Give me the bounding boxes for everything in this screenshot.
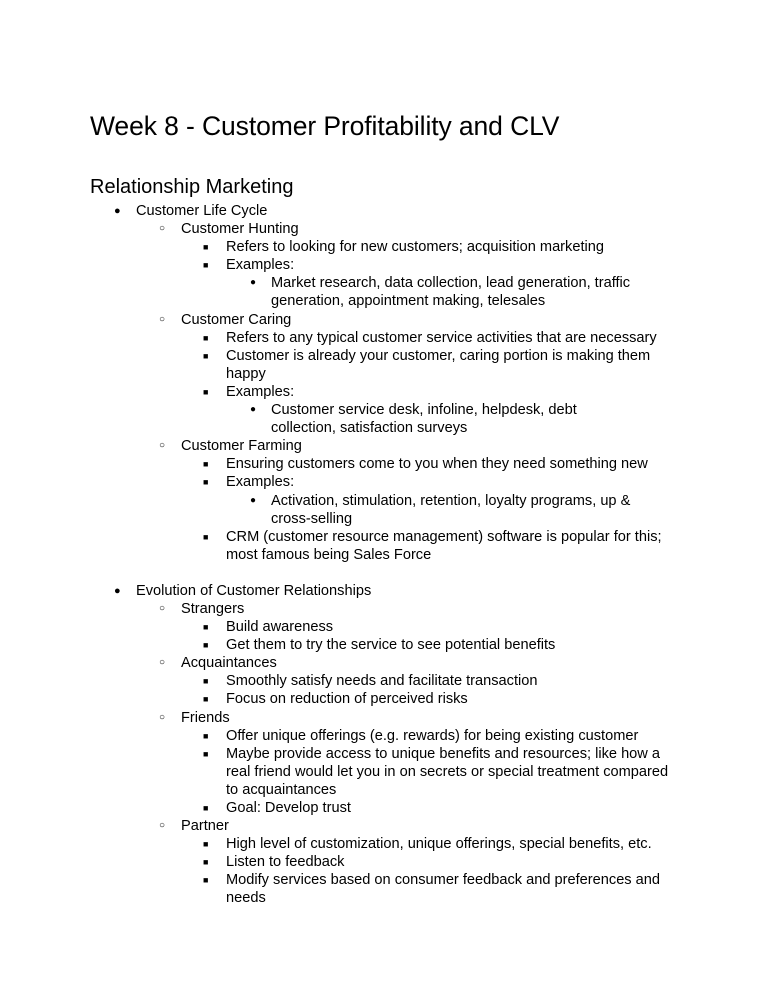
list-item-text: Examples:: [226, 474, 295, 491]
list-item-text: Modify services based on consumer feedback and preferences and needs: [226, 872, 661, 907]
list-item: [0, 473, 768, 491]
list-item-text: Build awareness: [226, 619, 334, 636]
list-item-text: Refers to looking for new customers; acquisition marketing: [226, 239, 604, 256]
document-body: [0, 202, 768, 908]
bullet-square-icon: ■: [203, 640, 209, 651]
list-item-text: Offer unique offerings (e.g. rewards) for being existing customer: [226, 727, 639, 744]
list-item-text: Evolution of Customer Relationships: [136, 582, 372, 599]
list-item-friends: [0, 709, 768, 727]
list-item: [0, 528, 768, 564]
list-item: [0, 347, 768, 383]
bullet-filled-circle-icon: ●: [250, 404, 257, 416]
list-item-text: Partner: [181, 818, 229, 835]
list-item: [0, 672, 768, 690]
bullet-filled-circle-icon: ●: [114, 205, 121, 217]
bullet-square-icon: ■: [203, 803, 209, 813]
bullet-hollow-circle-icon: ○: [159, 223, 166, 235]
bullet-hollow-circle-icon: ○: [159, 820, 166, 832]
list-item-text: Listen to feedback: [226, 854, 345, 871]
list-item: [0, 871, 768, 907]
bullet-square-icon: ■: [203, 386, 209, 397]
bullet-square-icon: ■: [203, 875, 209, 886]
bullet-square-icon: ■: [203, 694, 209, 705]
list-item: [0, 690, 768, 708]
spacer: [0, 564, 768, 582]
bullet-square-icon: ■: [203, 676, 209, 687]
list-item: [0, 492, 768, 528]
list-item-text: Smoothly satisfy needs and facilitate transaction: [226, 673, 538, 690]
list-item-text: Activation, stimulation, retention, loyalty programs, up & cross-selling: [271, 492, 631, 527]
list-item-customer-hunting: [0, 220, 768, 238]
list-item-text: High level of customization, unique offerings, special benefits, etc.: [226, 836, 652, 853]
list-item-partner: [0, 817, 768, 835]
bullet-hollow-circle-icon: ○: [159, 313, 166, 325]
list-item-text: Examples:: [226, 257, 295, 274]
list-item-strangers: [0, 600, 768, 618]
bullet-square-icon: ■: [203, 730, 209, 741]
list-item-text: Get them to try the service to see potential benefits: [226, 637, 556, 654]
list-item-text: Goal: Develop trust: [226, 800, 351, 816]
list-item-text: Customer service desk, infoline, helpdesk, debt collection, satisfaction surveys: [271, 402, 577, 437]
list-item-text: Strangers: [181, 600, 245, 617]
bullet-square-icon: ■: [203, 622, 209, 633]
list-item: [0, 256, 768, 274]
bullet-filled-circle-icon: ●: [250, 277, 257, 289]
bullet-square-icon: ■: [203, 260, 209, 271]
list-item: [0, 401, 768, 437]
list-item-evolution: [0, 582, 768, 600]
bullet-filled-circle-icon: ●: [114, 584, 121, 597]
bullet-square-icon: ■: [203, 350, 209, 361]
document-title: Week 8 - Customer Profitability and CLV: [90, 111, 560, 141]
list-item: [0, 835, 768, 853]
list-item-text: Acquaintances: [181, 655, 277, 672]
section-heading: Relationship Marketing: [90, 176, 294, 198]
list-item-acquaintances: [0, 654, 768, 672]
bullet-hollow-circle-icon: ○: [159, 440, 166, 452]
list-item: [0, 636, 768, 654]
bullet-square-icon: ■: [203, 857, 209, 868]
list-item-text: Ensuring customers come to you when they need something new: [226, 456, 648, 473]
list-item: [0, 274, 768, 310]
list-item-text: Customer Caring: [181, 311, 292, 328]
bullet-square-icon: ■: [203, 839, 209, 850]
list-item-text: Friends: [181, 709, 230, 726]
list-item-customer-farming: [0, 437, 768, 455]
list-item: [0, 727, 768, 745]
bullet-square-icon: ■: [203, 332, 209, 343]
list-item-text: Customer is already your customer, caring portion is making them happy: [226, 347, 651, 382]
list-item-text: Examples:: [226, 383, 295, 400]
list-item: [0, 618, 768, 636]
list-item: [0, 745, 768, 799]
list-item: [0, 853, 768, 871]
bullet-square-icon: ■: [203, 242, 209, 253]
list-item-customer-life-cycle: [0, 202, 768, 220]
list-item-text: Customer Farming: [181, 438, 302, 455]
bullet-square-icon: ■: [203, 748, 209, 759]
list-item-text: Market research, data collection, lead generation, traffic generation, appointment making, telesales: [271, 275, 631, 310]
list-item-customer-caring: [0, 311, 768, 329]
list-item: [0, 238, 768, 256]
bullet-square-icon: ■: [203, 477, 209, 488]
bullet-hollow-circle-icon: ○: [159, 657, 166, 669]
bullet-hollow-circle-icon: ○: [159, 602, 166, 614]
bullet-filled-circle-icon: ●: [250, 494, 257, 506]
list-item: [0, 799, 768, 817]
bullet-square-icon: ■: [203, 459, 209, 470]
list-item: [0, 329, 768, 347]
list-item-text: Customer Life Cycle: [136, 203, 268, 219]
bullet-hollow-circle-icon: ○: [159, 711, 166, 723]
list-item-text: Maybe provide access to unique benefits and resources; like how a real friend would let you in on secrets or special treatment compared to acquaintances: [226, 745, 669, 798]
list-item-text: CRM (customer resource management) software is popular for this; most famous being Sales Force: [226, 528, 662, 563]
list-item: [0, 455, 768, 473]
list-item: [0, 383, 768, 401]
list-item-text: Focus on reduction of perceived risks: [226, 691, 468, 708]
bullet-square-icon: ■: [203, 531, 209, 542]
list-item-text: Refers to any typical customer service activities that are necessary: [226, 329, 657, 346]
list-item-text: Customer Hunting: [181, 221, 299, 238]
